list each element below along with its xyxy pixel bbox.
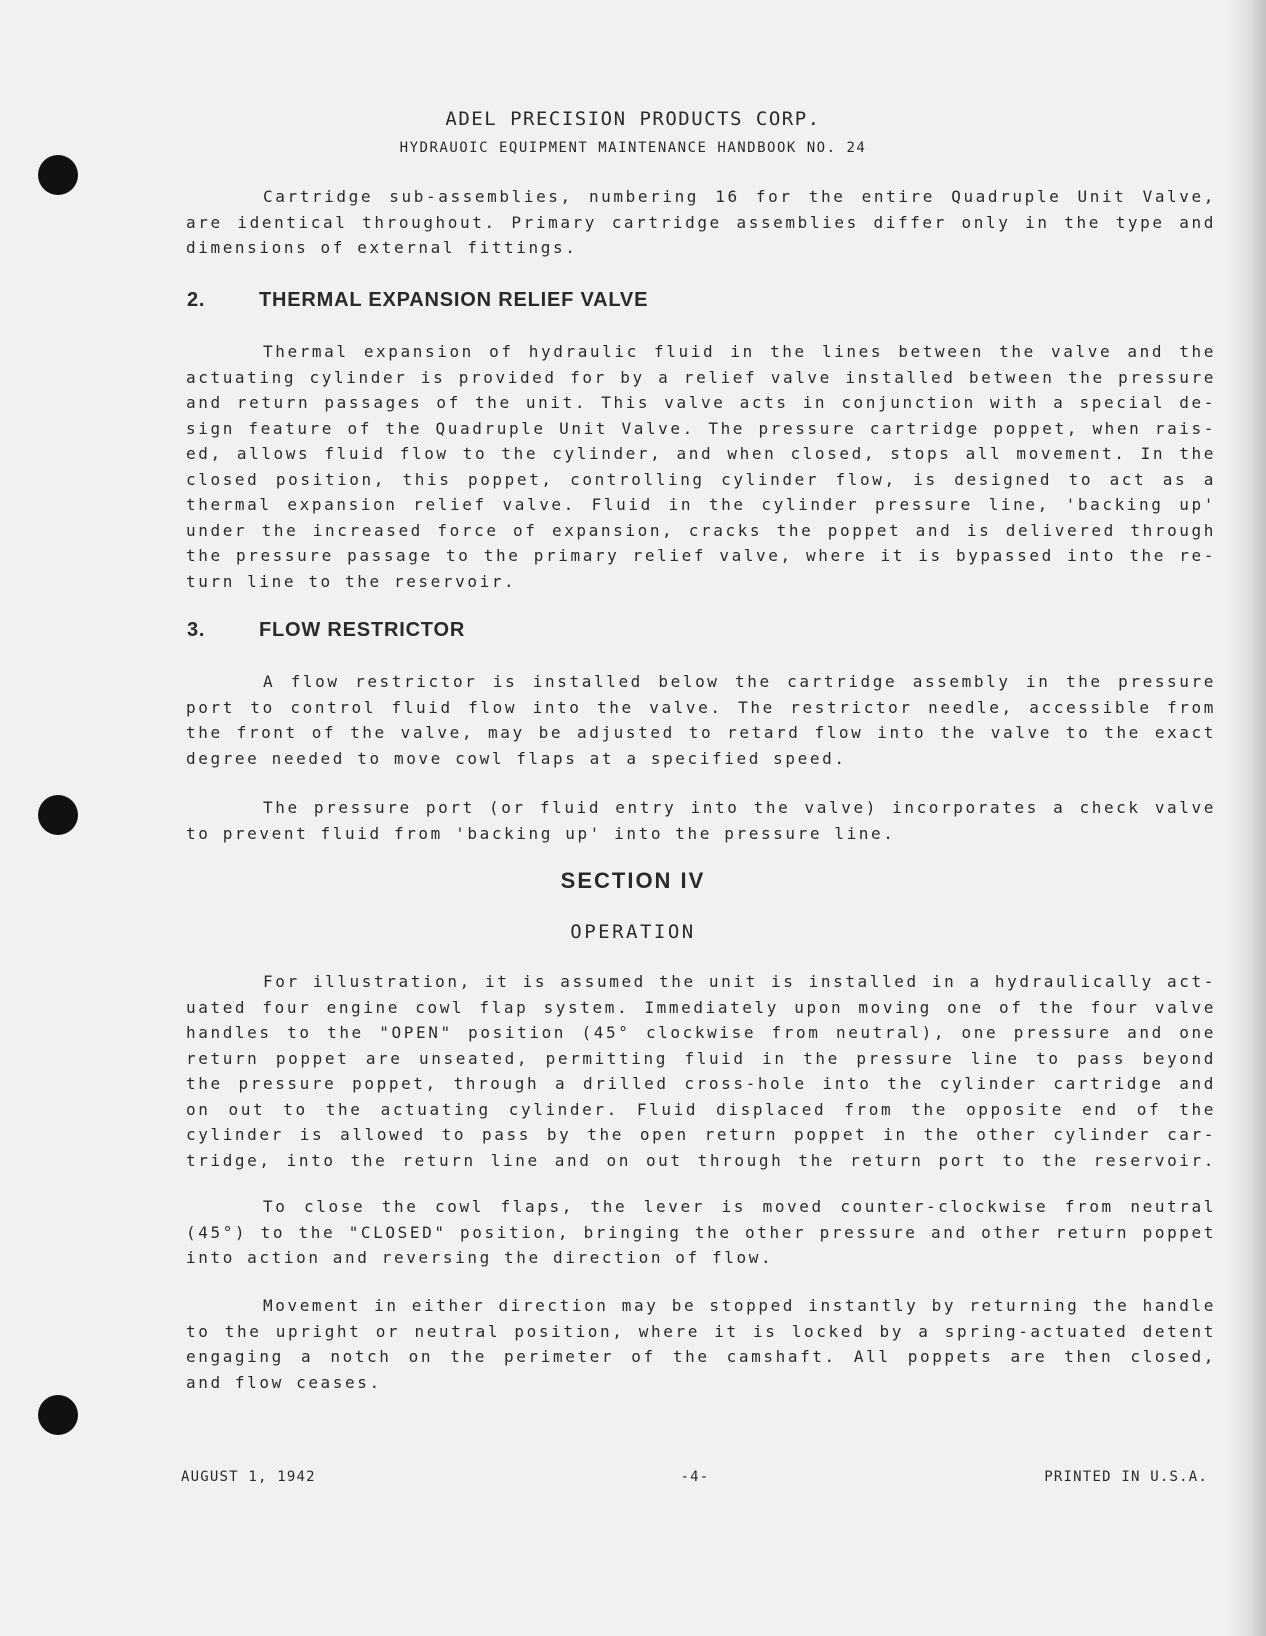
section-3-paragraph-2 [186, 795, 1216, 846]
page-edge-shadow [1226, 0, 1266, 1636]
text-line: A flow restrictor is installed below the cartridge assembly in the pressure [263, 672, 1216, 691]
text-line: the pressure poppet, through a drilled cross-hole into the cylinder cartridge and [186, 1074, 1216, 1093]
text-line: into action and reversing the direction of flow. [186, 1248, 774, 1267]
text-line: and flow ceases. [186, 1372, 382, 1392]
intro-paragraph [186, 184, 1216, 261]
section-3-title: FLOW RESTRICTOR [259, 619, 466, 641]
text-line: cylinder is allowed to pass by the open return poppet in the other cylinder car- [186, 1125, 1216, 1144]
section-2-number: 2. [187, 289, 206, 311]
section-2-paragraph [186, 339, 1216, 594]
text-line: For illustration, it is assumed the unit is installed in a hydraulically act- [263, 972, 1216, 991]
section-4-paragraph-1 [186, 969, 1216, 1173]
text-line: thermal expansion relief valve. Fluid in the cylinder pressure line, 'backing up' [186, 495, 1216, 514]
section-3-heading [187, 619, 465, 642]
text-line: turn line to the reservoir. [186, 571, 517, 591]
text-line: handles to the "OPEN" position (45° clockwise from neutral), one pressure and one [186, 1023, 1216, 1042]
text-line: The pressure port (or fluid entry into the valve) incorporates a check valve [263, 798, 1216, 817]
text-line: under the increased force of expansion, cracks the poppet and is delivered through [186, 520, 1216, 540]
binder-hole-middle [38, 795, 78, 835]
handbook-title: HYDRAUOIC EQUIPMENT MAINTENANCE HANDBOOK NO. 24 [399, 140, 867, 156]
text-line: Movement in either direction may be stopped instantly by returning the handle [263, 1296, 1216, 1315]
text-line: closed position, this poppet, controlling cylinder flow, is designed to act as a [186, 469, 1216, 489]
text-line: and return passages of the unit. This valve acts in conjunction with a special de- [186, 393, 1216, 412]
text-line: Thermal expansion of hydraulic fluid in the lines between the valve and the [263, 342, 1216, 361]
text-line: (45°) to the "CLOSED" position, bringing the other pressure and other return poppet [186, 1222, 1216, 1242]
section-4-paragraph-2 [186, 1194, 1216, 1271]
text-line: on out to the actuating cylinder. Fluid displaced from the opposite end of the [186, 1099, 1216, 1119]
text-line: engaging a notch on the perimeter of the camshaft. All poppets are then closed, [186, 1347, 1216, 1366]
text-line: port to control fluid flow into the valve. The restrictor needle, accessible from [186, 697, 1216, 717]
text-line: uated four engine cowl flap system. Immediately upon moving one of the four valve [186, 997, 1216, 1017]
text-line: To close the cowl flaps, the lever is moved counter-clockwise from neutral [263, 1197, 1216, 1216]
text-line: are identical throughout. Primary cartridge assemblies differ only in the type and [186, 212, 1216, 232]
section-4-subtitle: OPERATION [570, 921, 696, 943]
section-3-paragraph-1 [186, 669, 1216, 771]
text-line: sign feature of the Quadruple Unit Valve. The pressure cartridge poppet, when rais- [186, 418, 1216, 438]
footer-printed: PRINTED IN U.S.A. [1044, 1469, 1208, 1485]
footer-date: AUGUST 1, 1942 [181, 1469, 316, 1485]
text-line: the pressure passage to the primary relief valve, where it is bypassed into the re- [186, 546, 1216, 565]
text-line: dimensions of external fittings. [186, 238, 578, 257]
section-4-title: SECTION IV [560, 868, 706, 893]
binder-hole-bottom [38, 1395, 78, 1435]
section-3-number: 3. [187, 619, 206, 641]
section-2-heading [187, 289, 648, 312]
footer-page-number: -4- [680, 1469, 710, 1485]
binder-hole-top [38, 155, 78, 195]
section-4-paragraph-3 [186, 1293, 1216, 1395]
text-line: actuating cylinder is provided for by a relief valve installed between the pressure [186, 367, 1216, 387]
text-line: ed, allows fluid flow to the cylinder, and when closed, stops all movement. In the [186, 444, 1216, 463]
text-line: the front of the valve, may be adjusted to retard flow into the valve to the exact [186, 723, 1216, 742]
text-line: to the upright or neutral position, where it is locked by a spring-actuated detent [186, 1321, 1216, 1341]
company-name: ADEL PRECISION PRODUCTS CORP. [445, 108, 821, 130]
text-line: to prevent fluid from 'backing up' into the pressure line. [186, 823, 896, 843]
section-2-title: THERMAL EXPANSION RELIEF VALVE [259, 289, 649, 311]
text-line: Cartridge sub-assemblies, numbering 16 for the entire Quadruple Unit Valve, [263, 187, 1216, 206]
text-line: degree needed to move cowl flaps at a specified speed. [186, 748, 847, 768]
text-line: return poppet are unseated, permitting fluid in the pressure line to pass beyond [186, 1048, 1216, 1068]
text-line: tridge, into the return line and on out through the return port to the reservoir. [186, 1150, 1216, 1170]
